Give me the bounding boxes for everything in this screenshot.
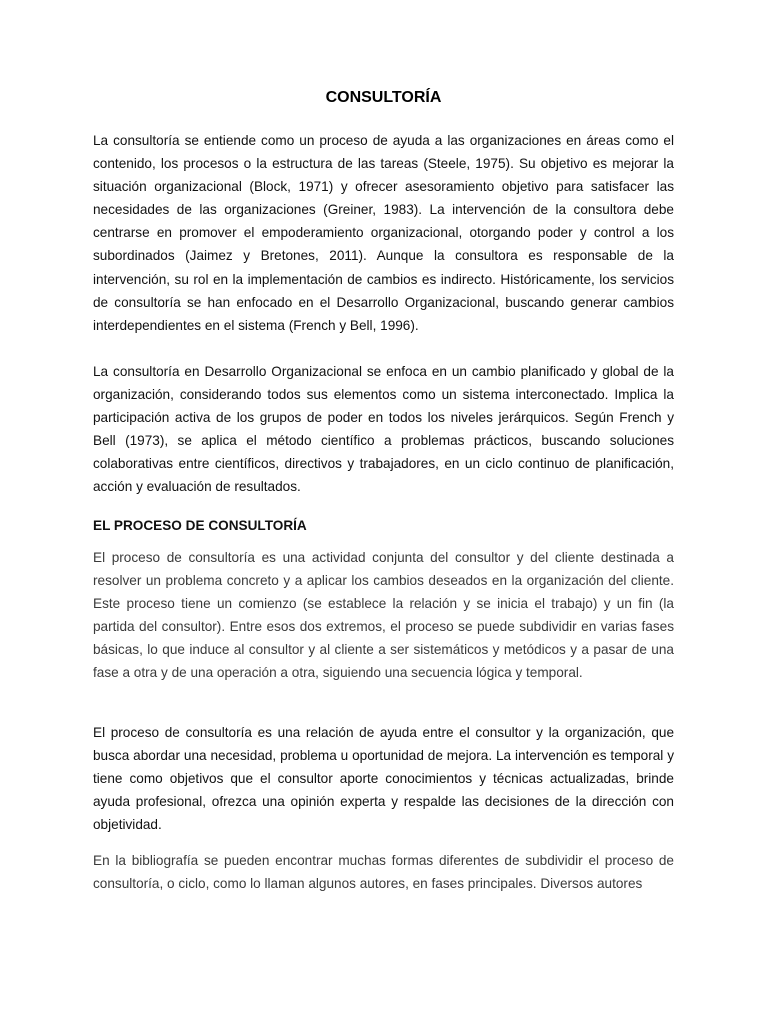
section-paragraph-1: El proceso de consultoría es una actividad conjunta del consultor y del cliente destinada a resolver un problema concreto y a aplicar los cambios deseados en la organización del cliente. Este proceso tiene un comienzo (se establece la relación y se inicia el trabajo) y un fin (la partida del consultor). Entre esos dos extremos, el proceso se puede subdividir en varias fases básicas, lo que induce al consultor y al cliente a ser sistemáticos y metódicos y a pasar de una fase a otra y de una operación a otra, siguiendo una secuencia lógica y temporal. bbox=[93, 550, 674, 681]
section-paragraph-2: El proceso de consultoría es una relación de ayuda entre el consultor y la organización, que busca abordar una necesidad, problema u oportunidad de mejora. La intervención es temporal y tiene como objetivos que el consultor aporte conocimientos y técnicas actualizadas, brinde ayuda profesional, ofrezca una opinión experta y respalde las decisiones de la dirección con objetividad. bbox=[93, 725, 674, 833]
intro-paragraph-2: La consultoría en Desarrollo Organizacional se enfoca en un cambio planificado y global de la organización, considerando todos sus elementos como un sistema interconectado. Implica la participación activa de los grupos de poder en todos los niveles jerárquicos. Según French y Bell (1973), se aplica el método científico a problemas prácticos, buscando soluciones colaborativas entre científicos, directivos y trabajadores, en un ciclo continuo de planificación, acción y evaluación de resultados. bbox=[93, 364, 674, 495]
document-title: CONSULTORÍA bbox=[325, 89, 442, 106]
section-heading: EL PROCESO DE CONSULTORÍA bbox=[93, 518, 307, 533]
section-paragraph-3: En la bibliografía se pueden encontrar muchas formas diferentes de subdividir el proceso de consultoría, o ciclo, como lo llaman algunos autores, en fases principales. Diversos autores bbox=[93, 853, 674, 892]
intro-paragraph-1: La consultoría se entiende como un proceso de ayuda a las organizaciones en áreas como el contenido, los procesos o la estructura de las tareas (Steele, 1975). Su objetivo es mejorar la situación organizacional (Block, 1971) y ofrecer asesoramiento objetivo para satisfacer las necesidades de las organizaciones (Greiner, 1983). La intervención de la consultora debe centrarse en promover el empoderamiento organizacional, otorgando poder y control a los subordinados (Jaimez y Bretones, 2011). Aunque la consultora es responsable de la intervención, su rol en la implementación de cambios es indirecto. Históricamente, los servicios de consultoría se han enfocado en el Desarrollo Organizacional, buscando generar cambios interdependientes en el sistema (French y Bell, 1996). bbox=[93, 133, 674, 333]
